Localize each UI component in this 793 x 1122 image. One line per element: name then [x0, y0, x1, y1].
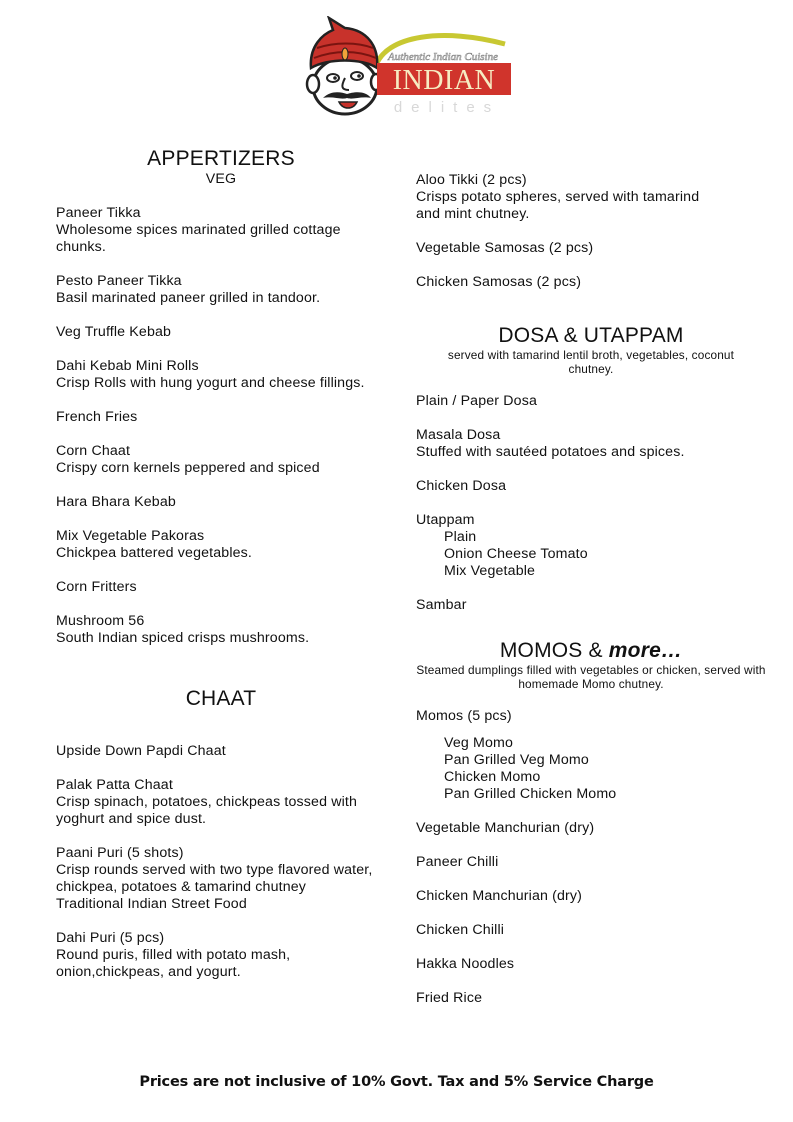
item-description: Crisp Rolls with hung yogurt and cheese fillings. — [56, 375, 365, 391]
sub-item: Mix Vegetable — [444, 563, 536, 579]
item-name: Momos (5 pcs) — [416, 708, 512, 724]
menu-item — [416, 820, 766, 837]
section-chaat — [56, 687, 386, 981]
menu-item — [56, 273, 386, 307]
item-name: Corn Fritters — [56, 579, 137, 595]
item-description: Basil marinated paneer grilled in tandoor. — [56, 290, 321, 306]
menu-item — [56, 743, 386, 760]
menu-item — [56, 409, 386, 426]
menu-item — [416, 478, 766, 495]
logo-tagline: Authentic Indian Cuisine — [388, 51, 498, 63]
item-name: Upside Down Papdi Chaat — [56, 743, 226, 759]
menu-item — [416, 512, 766, 580]
item-name: Plain / Paper Dosa — [416, 393, 537, 409]
item-name: Veg Truffle Kebab — [56, 324, 172, 340]
item-name: Hakka Noodles — [416, 956, 515, 972]
section-momos — [416, 639, 766, 1007]
section-appetizers-continued — [416, 172, 766, 291]
sub-item: Veg Momo — [444, 735, 514, 751]
item-name: Masala Dosa — [416, 427, 501, 443]
section-title: CHAAT — [185, 687, 257, 710]
item-name: Fried Rice — [416, 990, 483, 1006]
menu-item — [416, 274, 766, 291]
sub-item: Onion Cheese Tomato — [444, 546, 588, 562]
section-title-plain: MOMOS & — [499, 639, 609, 662]
item-description: Crisps potato spheres, served with tamarind and mint chutney. — [416, 189, 700, 222]
section-appetizers — [56, 147, 386, 647]
item-description: Crispy corn kernels peppered and spiced — [56, 460, 320, 476]
item-name: Paneer Tikka — [56, 205, 141, 221]
item-name: Chicken Manchurian (dry) — [416, 888, 583, 904]
item-name: Vegetable Manchurian (dry) — [416, 820, 595, 836]
item-name: Paneer Chilli — [416, 854, 499, 870]
section-note: Steamed dumplings filled with vegetables or chicken, served with homemade Momo chutney. — [416, 663, 766, 691]
sub-item: Plain — [444, 529, 477, 545]
section-title-emphasis: more… — [608, 639, 683, 662]
menu-item — [56, 528, 386, 562]
section-title: APPERTIZERS — [147, 147, 295, 170]
item-name: Chicken Dosa — [416, 478, 507, 494]
menu-item — [56, 494, 386, 511]
menu-item — [416, 427, 766, 461]
item-description: South Indian spiced crisps mushrooms. — [56, 630, 310, 646]
menu-item — [416, 708, 766, 725]
menu-right-column — [416, 172, 766, 1024]
item-name: Mushroom 56 — [56, 613, 145, 629]
menu-item — [416, 990, 766, 1007]
item-name: Utappam — [416, 512, 475, 528]
menu-item — [56, 930, 386, 981]
menu-item — [416, 393, 766, 410]
section-dosa — [416, 324, 766, 614]
menu-item — [56, 777, 386, 828]
menu-item — [416, 240, 766, 257]
section-subtitle: VEG — [205, 171, 237, 187]
item-name: Chicken Samosas (2 pcs) — [416, 274, 582, 290]
sub-item: Pan Grilled Veg Momo — [444, 752, 589, 768]
item-name: Dahi Puri (5 pcs) — [56, 930, 165, 946]
item-name: Aloo Tikki (2 pcs) — [416, 172, 527, 188]
item-name: Sambar — [416, 597, 467, 613]
menu-item — [416, 854, 766, 871]
item-name: Hara Bhara Kebab — [56, 494, 176, 510]
item-name: Mix Vegetable Pakoras — [56, 528, 205, 544]
item-name: French Fries — [56, 409, 138, 425]
item-name: Paani Puri (5 shots) — [56, 845, 184, 861]
menu-left-column — [56, 147, 386, 998]
restaurant-logo — [305, 16, 515, 118]
menu-item — [416, 172, 766, 223]
menu-item — [416, 888, 766, 905]
menu-item-subs — [416, 735, 766, 803]
menu-item — [416, 922, 766, 939]
section-note: served with tamarind lentil broth, vegetables, coconut chutney. — [447, 348, 735, 376]
section-title: DOSA & UTAPPAM — [498, 324, 684, 347]
menu-item — [56, 205, 386, 256]
item-description: Round puris, filled with potato mash, onion,chickpeas, and yogurt. — [56, 947, 291, 980]
item-name: Dahi Kebab Mini Rolls — [56, 358, 199, 374]
menu-item — [416, 597, 766, 614]
item-description: Chickpea battered vegetables. — [56, 545, 253, 561]
tax-disclaimer: Prices are not inclusive of 10% Govt. Tax and 5% Service Charge — [139, 1074, 654, 1090]
item-name: Corn Chaat — [56, 443, 131, 459]
item-name: Palak Patta Chaat — [56, 777, 173, 793]
menu-item — [56, 324, 386, 341]
item-name: Pesto Paneer Tikka — [56, 273, 182, 289]
item-name: Vegetable Samosas (2 pcs) — [416, 240, 594, 256]
sub-item: Pan Grilled Chicken Momo — [444, 786, 617, 802]
section-title — [416, 639, 766, 663]
logo-graphic — [305, 16, 515, 118]
item-description: Stuffed with sautéed potatoes and spices. — [416, 444, 685, 460]
menu-item — [416, 956, 766, 973]
sub-item: Chicken Momo — [444, 769, 541, 785]
item-note: Traditional Indian Street Food — [56, 896, 247, 912]
menu-item — [56, 613, 386, 647]
item-description: Wholesome spices marinated grilled cottage chunks. — [56, 222, 341, 255]
logo-brand: INDIAN — [392, 65, 496, 96]
menu-item — [56, 358, 386, 392]
menu-item — [56, 579, 386, 596]
item-description: Crisp rounds served with two type flavored water, chickpea, potatoes & tamarind chutney — [56, 862, 373, 895]
item-name: Chicken Chilli — [416, 922, 505, 938]
item-description: Crisp spinach, potatoes, chickpeas tossed with yoghurt and spice dust. — [56, 794, 358, 827]
logo-brand-sub: delites — [393, 99, 501, 116]
menu-item — [56, 443, 386, 477]
menu-item — [56, 845, 386, 913]
